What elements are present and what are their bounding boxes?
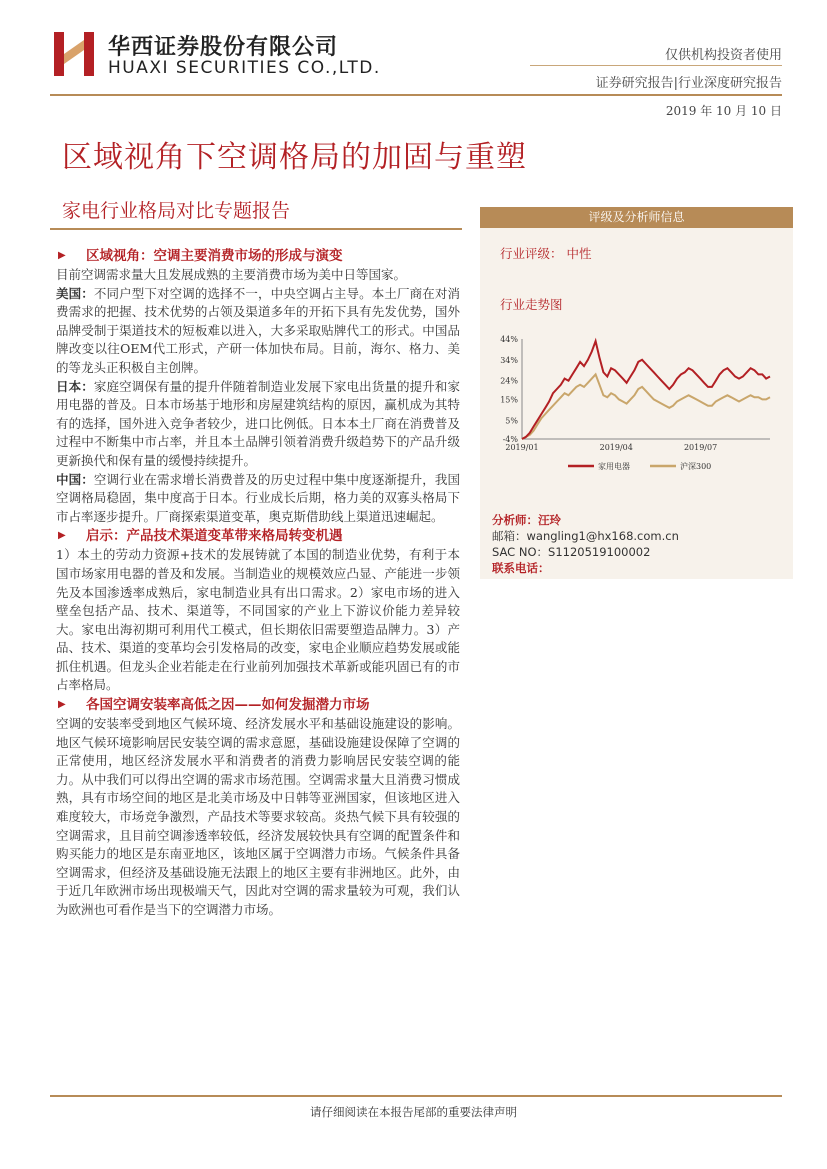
paragraph: 美国：不同户型下对空调的选择不一，中央空调占主导。本土厂商在对消费需求的把握、技术优势的占领及渠道多年的开拓下具有先发优势，国外品牌受制于渠道技术的短板难以进入，大多采取贴牌代工的形式。中国品牌改变以往OEM代工形式，产研一体加快布局。目前，海尔、格力、美的等龙头正积极自主创牌。 (56, 285, 460, 375)
trend-chart-title: 行业走势图 (500, 297, 563, 312)
audience-note: 仅供机构投资者使用 (664, 48, 782, 63)
report-subtitle: 家电行业格局对比专题报告 (62, 200, 291, 222)
legal-disclaimer: 请仔细阅读在本报告尾部的重要法律声明 (310, 1105, 517, 1119)
y-tick-label: 5% (505, 416, 518, 426)
x-tick-label: 2019/07 (683, 443, 718, 452)
paragraph: 中国：空调行业在需求增长消费普及的历史过程中集中度逐渐提升，我国空调格局稳固，集中度高于日本。行业成长后期，格力美的双寡头格局下市占率逐步提升。厂商探索渠道变革，奥克斯借助线上渠道迅速崛起。 (56, 471, 460, 524)
brand-name-cn: 华西证券股份有限公司 (108, 35, 339, 60)
analyst-name: 分析师：汪玲 (492, 513, 561, 527)
brand-name-en: HUAXI SECURITIES CO.,LTD. (108, 58, 381, 78)
industry-rating: 行业评级： 中性 (500, 246, 592, 261)
panel-header: 评级及分析师信息 (480, 207, 793, 228)
industry-trend-chart (480, 327, 793, 487)
header-rule (50, 94, 782, 96)
y-tick-label: -4% (502, 435, 518, 444)
arrow-icon: ▶ (58, 530, 66, 542)
analyst-info (492, 512, 679, 576)
y-tick-label: 44% (500, 335, 518, 344)
x-tick-label: 2019/04 (599, 443, 633, 452)
analyst-email: 邮箱：wangling1@hx168.com.cn (492, 529, 679, 543)
x-tick-label: 2019/01 (505, 443, 539, 452)
arrow-icon: ▶ (58, 699, 66, 711)
paragraph: 1）本土的劳动力资源+技术的发展铸就了本国的制造业优势，有利于本国市场家用电器的普及和发展。当制造业的规模效应凸显、产能进一步领先及本国渗透率成熟后，家电制造业具有出口需求。2）家电市场的进入壁垒包括产品、技术、渠道等，不同国家的产业上下游议价能力差异较大。家电出海初期可利用代工模式，但长期依旧需要塑造品牌力。3）产品、技术、渠道的变革均会引发格局的改变，家电企业顺应趋势发展或能抓住机遇。但龙头企业若能走在行业前列加强技术革新或能巩固已有的市占率格局。 (56, 547, 460, 693)
report-title: 区域视角下空调格局的加固与重塑 (62, 140, 527, 175)
section-heading: ▶ 启示：产品技术渠道变革带来格局转变机遇 (58, 528, 343, 545)
paragraph: 目前空调需求量大且发展成熟的主要消费市场为美中日等国家。 (56, 267, 407, 282)
legend-label: 沪深300 (680, 462, 712, 471)
analyst-sac: SAC NO：S1120519100002 (492, 545, 651, 559)
rating-analyst-panel (480, 207, 793, 579)
paragraph: 日本：家庭空调保有量的提升伴随着制造业发展下家电出货量的提升和家用电器的普及。日本市场基于地形和房屋建筑结构的原因，赢机成为其特有的选择，国外进入竞争者较少，进口比例低。日本本土厂商在消费普及过程中不断集中市占率，并且本土品牌引领着消费升级趋势下的产品升级更新换代和保有量的缓慢持续提升。 (56, 378, 460, 468)
section-heading: ▶ 各国空调安装率高低之因——如何发掘潜力市场 (58, 697, 370, 714)
section-heading: ▶ 区域视角：空调主要消费市场的形成与演变 (58, 248, 343, 264)
series-line-csi300 (522, 374, 770, 439)
rating-value: 中性 (566, 246, 592, 261)
footer-rule (50, 1095, 782, 1097)
analyst-phone: 联系电话： (492, 561, 550, 575)
report-date: 2019 年 10 月 10 日 (665, 104, 782, 118)
y-tick-label: 24% (500, 376, 518, 386)
report-type: 证券研究报告|行业深度研究报告 (595, 76, 782, 91)
subtitle-rule (50, 228, 462, 230)
y-tick-label: 15% (500, 395, 518, 405)
header-divider (530, 65, 782, 66)
arrow-icon: ▶ (58, 250, 66, 261)
huaxi-logo-icon (54, 32, 94, 76)
y-tick-label: 34% (500, 355, 518, 365)
paragraph: 空调的安装率受到地区气候环境、经济发展水平和基础设施建设的影响。地区气候环境影响居民安装空调的需求意愿，基础设施建设保障了空调的正常使用，地区经济发展水平和消费者的消费力影响居民安装空调的能力。从中我们可以得出空调的需求市场范围。空调需求量大且消费习惯成熟，具有市场空间的地区是北美市场及中日韩等亚洲国家，但该地区进入难度较大，市场竞争激烈，产品技术等要求较高。炎热气候下具有较强的空调需求，且目前空调渗透率较低，经济发展较快具有空调的配置条件和购买能力的地区是东南亚地区，该地区属于空调潜力市场。气候条件具备空调需求，但经济及基础设施无法跟上的地区主要有非洲地区。此外，由于近几年欧洲市场出现极端天气，因此对空调的需求量较为可观，我们认为欧洲也可看作是当下的空调潜力市场。 (56, 716, 460, 917)
legend-label: 家用电器 (598, 462, 630, 471)
summary-column (56, 246, 460, 920)
